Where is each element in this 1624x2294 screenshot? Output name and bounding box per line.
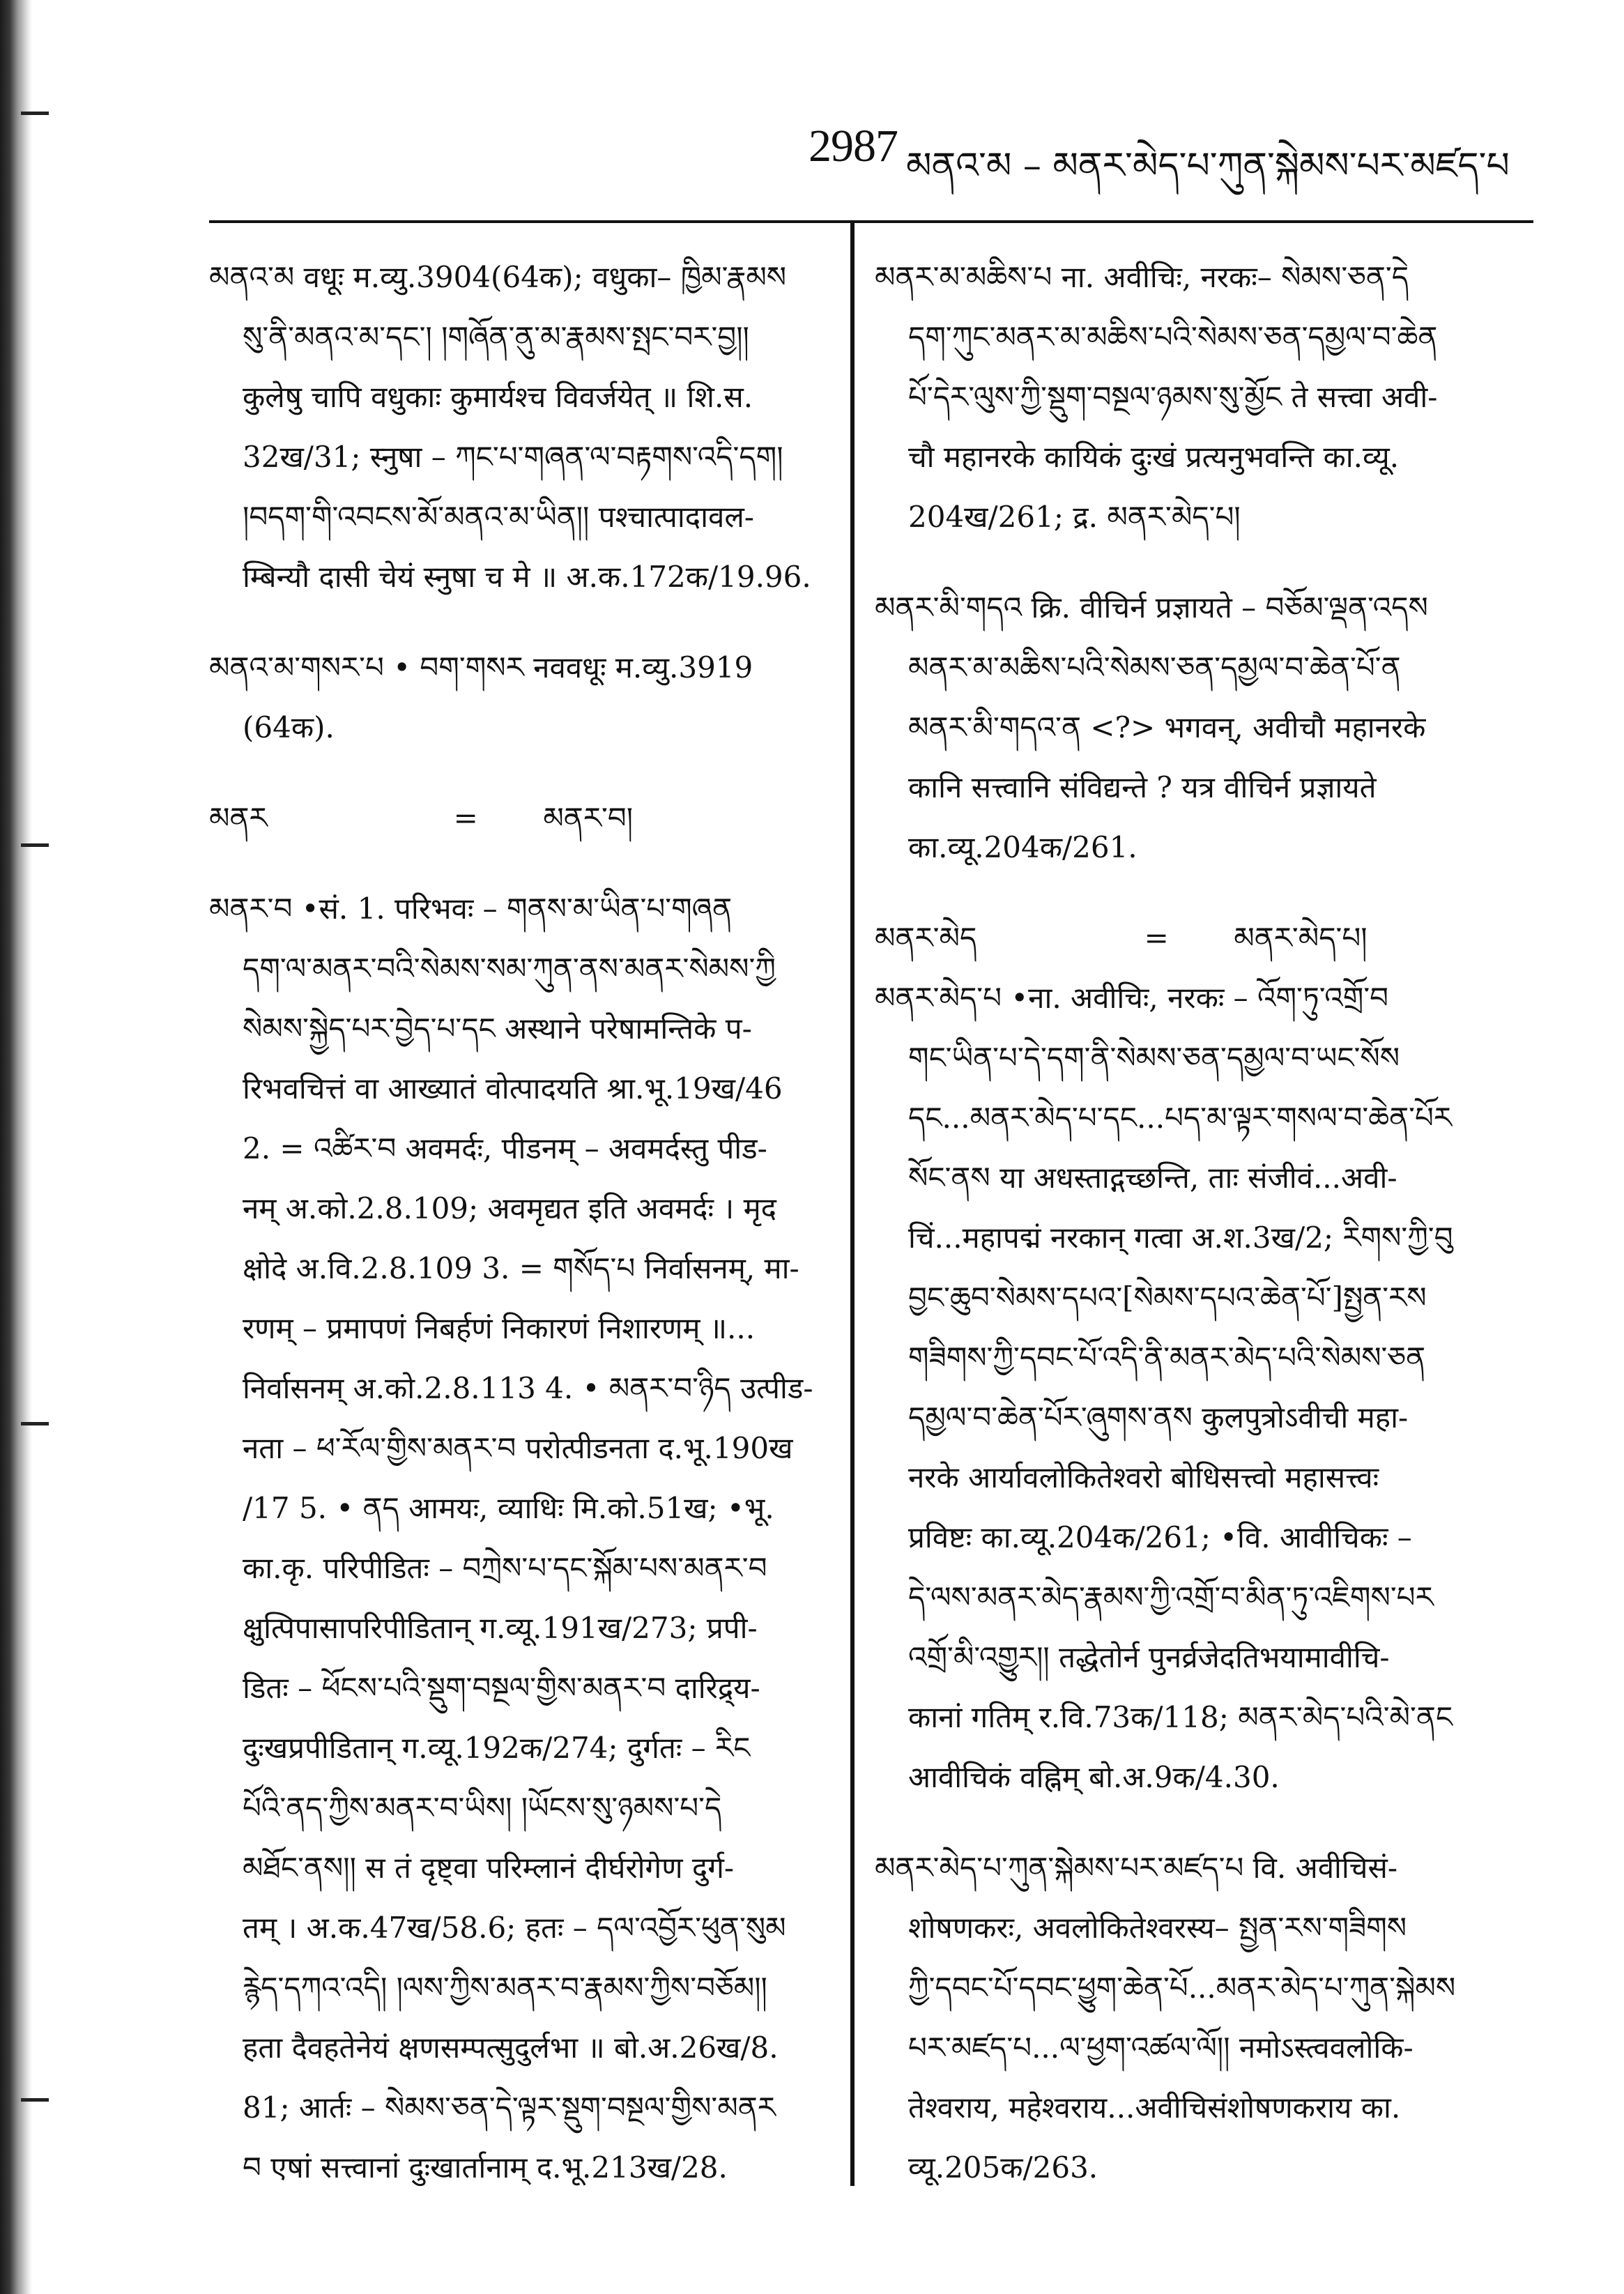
column-divider [850, 220, 855, 2186]
entry-line: བྱང་ཆུབ་སེམས་དཔའ་[སེམས་དཔའ་ཆེན་པོ་]སྤྱན་རས [908, 1280, 1427, 1315]
right-column [875, 247, 1523, 2228]
entry-line: སེམས་སྐྱེད་པར་བྱེད་པ་དང अस्थाने परेषामन्तिके प- [243, 1011, 752, 1046]
dictionary-entry [875, 968, 1523, 1807]
dictionary-entry [875, 578, 1523, 878]
dictionary-entry [875, 1838, 1523, 2198]
entry-line: का.कृ. परिपीडितः – བཀྲེས་པ་དང་སྐོམ་པས་མནར་བ [243, 1551, 767, 1585]
entry-line: शोषणकरः, अवलोकितेश्वरस्य– སྤྱན་རས་གཟིགས [908, 1911, 1407, 1945]
entry-line: नता – ཕ་རོལ་གྱིས་མནར་བ परोत्पीडनता द.भू.190ख [243, 1431, 793, 1465]
entry-headword-line: མནར = མནར་བ། [209, 801, 634, 835]
entry-line: म्बिन्यौ दासी चेयं स्नुषा च मे ॥ अ.क.172क/19.96. [243, 560, 811, 594]
entry-line: निर्वासनम् अ.को.2.8.113 4. • མནར་བ་ཉིད उत्पीड- [243, 1371, 813, 1405]
entry-line: आवीचिकं वह्निम् बो.अ.9क/4.30. [908, 1760, 1280, 1794]
entry-headword-line: མནར་བ •सं. 1. परिभवः – གནས་མ་ཡིན་པ་གཞན [209, 892, 733, 926]
entry-line: གང་ཡིན་པ་དེ་དག་ནི་སེམས་ཅན་དམྱལ་བ་ཡང་སོས [908, 1041, 1400, 1075]
entry-line: व्यू.205क/263. [908, 2150, 1098, 2185]
entry-line: པར་མཛད་པ...ལ་ཕྱག་འཚལ་ལོ།། नमोऽस्त्ववलोकि- [908, 2031, 1414, 2065]
entry-headword-line: མནའ་མ་གསར་པ • བག་གསར नववधूः म.व्यु.3919 [209, 650, 753, 685]
page-number: 2987 [809, 121, 898, 171]
entry-line: 81; आर्तः – སེམས་ཅན་དེ་ལྟར་སྡུག་བསྔལ་གྱིས་མནར [243, 2090, 776, 2125]
entry-line: कुलेषु चापि वधुकाः कुमार्यश्च विवर्जयेत् ॥ शि.स. [243, 380, 753, 414]
entry-line: रणम् – प्रमापणं निबर्हणं निकारणं निशारणम् ॥... [243, 1311, 756, 1345]
entry-line: དམྱལ་བ་ཆེན་པོར་ཞུགས་ནས कुलपुत्रोऽवीची महा- [908, 1400, 1409, 1435]
entry-line: कानि सत्त्वानि संविद्यन्ते ? यत्र वीचिर्न प्रज्ञायते [908, 770, 1377, 804]
entry-line: तम् । अ.क.47ख/58.6; हतः – དལ་འབྱོར་ཕུན་སུམ [243, 1911, 786, 1945]
entry-line: नम् अ.को.2.8.109; अवमृद्यत इति अवमर्दः । मृद [243, 1191, 776, 1225]
scan-mark [21, 112, 49, 115]
entry-line: हता दैवहतेनेयं क्षणसम्पत्सुदुर्लभा ॥ बो.अ.26ख/8. [243, 2031, 779, 2065]
entry-line: དག་ལ་མནར་བའི་སེམས་སམ་ཀུན་ནས་མནར་སེམས་ཀྱི [243, 951, 776, 986]
entry-line: क्षुत्पिपासापरिपीडितान् ग.व्यू.191ख/273; प्रपी- [243, 1611, 758, 1645]
entry-line: གཟིགས་ཀྱི་དབང་པོ་འདི་ནི་མནར་མེད་པའི་སེམས་ཅན [908, 1340, 1426, 1375]
entry-headword-line: མནར་མེད་པ་ཀུན་སྐེམས་པར་མཛད་པ वि. अवीचिसं- [875, 1851, 1398, 1885]
entry-line: མཐོང་ནས།། स तं दृष्ट्वा परिम्लानं दीर्घरोगेण दुर्ग- [243, 1851, 735, 1885]
entry-line: (64क). [243, 710, 335, 744]
entry-line: བ एषां सत्त्वानां दुःखार्तानाम् द.भू.213ख/28. [243, 2150, 728, 2185]
entry-line: प्रविष्टः का.व्यू.204क/261; •वि. आवीचिकः – [908, 1520, 1412, 1554]
entry-line: दुःखप्रपीडितान् ग.व्यू.192क/274; दुर्गतः – རིང [243, 1731, 751, 1765]
entry-headword-line: མནར་མི་གདའ क्रि. वीचिर्न प्रज्ञायते – བཅོམ་ལྡན་འདས [875, 590, 1428, 625]
entry-line: དང...མནར་མེད་པ་དང...པད་མ་ལྟར་གསལ་བ་ཆེན་པོར [908, 1101, 1453, 1135]
entry-line: का.व्यू.204क/261. [908, 830, 1137, 864]
scan-mark [21, 843, 49, 847]
entry-line: क्षोदे अ.वि.2.8.109 3. = གསོད་པ निर्वासनम्, मा- [243, 1251, 799, 1285]
entry-line: नरके आर्यावलोकितेश्वरो बोधिसत्त्वो महासत्त्वः [908, 1460, 1379, 1494]
dictionary-entry [875, 908, 1523, 968]
entry-headword-line: མནར་མ་མཆིས་པ ना. अवीचिः, नरकः– སེམས་ཅན་དེ [875, 260, 1409, 294]
entry-line: དེ་ལས་མནར་མེད་རྣམས་ཀྱི་འགྲོ་བ་མིན་ཏུ་འཇིགས་པར [908, 1580, 1434, 1614]
dictionary-entry [209, 879, 829, 2198]
dictionary-entry [209, 788, 829, 848]
entry-line: དག་ཀུང་མནར་མ་མཆིས་པའི་སེམས་ཅན་དམྱལ་བ་ཆེན [908, 320, 1438, 354]
entry-line: མནར་མ་མཆིས་པའི་སེམས་ཅན་དམྱལ་བ་ཆེན་པོ་ན [908, 650, 1401, 685]
dictionary-entry [875, 247, 1523, 547]
running-head: མནའ་མ – མནར་མེད་པ་ཀུན་སྐེམས་པར་མཛད་པ [906, 145, 1510, 187]
entry-line: /17 5. • ནད आमयः, व्याधिः मि.को.51ख; •भू. [243, 1491, 774, 1525]
entry-line: །བདག་གི་འབངས་མོ་མནའ་མ་ཡིན།། पश्चात्पादावल- [243, 500, 754, 534]
entry-line: རྙེད་དཀའ་འདི། །ལས་ཀྱིས་མནར་བ་རྣམས་ཀྱིས་བཅོམ།། [243, 1971, 767, 2005]
entry-line: 32ख/31; स्नुषा – ཀང་པ་གཞན་ལ་བརྟགས་འདི་དག། [243, 440, 783, 474]
left-column [209, 247, 829, 2228]
scan-edge-shadow [0, 0, 32, 2294]
entry-headword-line: མནར་མེད = མནར་མེད་པ། [875, 921, 1368, 955]
entry-line: ཀྱི་དབང་པོ་དབང་ཕྱུག་ཆེན་པོ...མནར་མེད་པ་ཀུན་སྐེམས [908, 1971, 1456, 2005]
scan-mark [21, 1422, 49, 1425]
entry-line: 204ख/261; द्र. མནར་མེད་པ། [908, 500, 1241, 534]
entry-line: པོ་དེར་ལུས་ཀྱི་སྡུག་བསྔལ་ཉམས་སུ་མྱོང ते सत्त्वा अवी- [908, 380, 1438, 414]
entry-line: कानां गतिम् र.वि.73क/118; མནར་མེད་པའི་མེ་ནང [908, 1700, 1453, 1734]
entry-headword-line: མནའ་མ वधूः म.व्यु.3904(64क); वधुका– ཁྱིམ་རྣམས [209, 260, 787, 294]
entry-line: रिभवचित्तं वा आख्यातं वोत्पादयति श्रा.भू.19ख/46 [243, 1071, 783, 1106]
entry-headword-line: མནར་མེད་པ •ना. अवीचिः, नरकः – འོག་ཏུ་འགྲོ་བ [875, 981, 1389, 1015]
entry-line: चिं...महापद्मं नरकान् गत्वा अ.श.3ख/2; རིགས་ཀྱི་བུ [908, 1221, 1453, 1255]
entry-line: तेश्वराय, महेश्वराय...अवीचिसंशोषणकराय का. [908, 2090, 1401, 2125]
entry-line: 2. = འཚིར་བ अवमर्दः, पीडनम् – अवमर्दस्तु पीड- [243, 1131, 767, 1165]
entry-line: འགྲོ་མི་འགྱུར།། तद्धेतोर्न पुनर्व्रजेदतिभयामावीचि- [908, 1640, 1390, 1674]
dictionary-entry [209, 247, 829, 607]
entry-line: डितः – ཕོངས་པའི་སྡུག་བསྔལ་གྱིས་མནར་བ दारिद्र्य- [243, 1671, 760, 1705]
entry-line: སོང་ནས या अधस्ताद्गच्छन्ति, ताः संजीवं...अवी- [908, 1161, 1397, 1195]
dictionary-entry [209, 638, 829, 758]
scan-mark [21, 2098, 49, 2102]
entry-line: པོའི་ནད་ཀྱིས་མནར་བ་ཡིས། །ཡོངས་སུ་ཉམས་པ་དེ [243, 1791, 722, 1825]
entry-line: चौ महानरके कायिकं दुःखं प्रत्यनुभवन्ति का.व्यू. [908, 440, 1400, 474]
entry-line: མནར་མི་གདའ་ན <?> भगवन्, अवीचौ महानरके [908, 710, 1426, 744]
header-rule [209, 220, 1533, 223]
entry-line: སུ་ནི་མནའ་མ་དང་། །གཞོན་ནུ་མ་རྣམས་སྤང་བར་བྱ།། [243, 320, 749, 354]
